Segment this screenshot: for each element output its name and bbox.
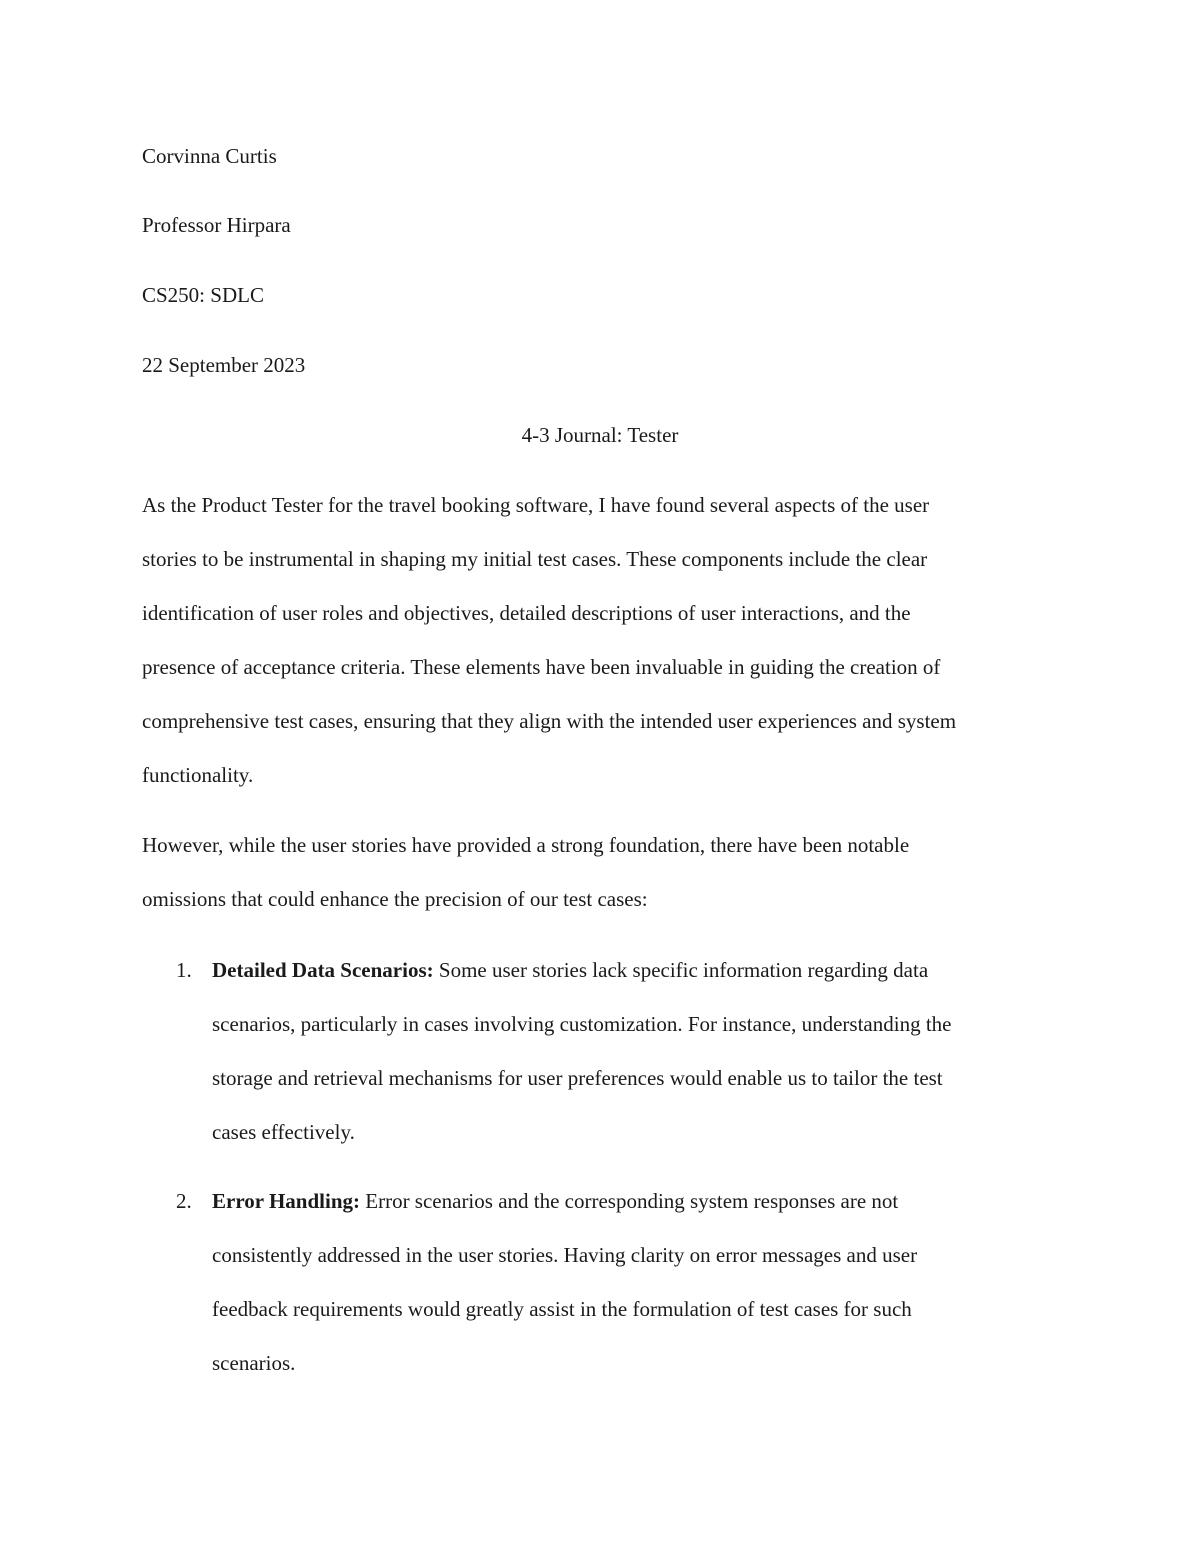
- paragraph-line: functionality.: [142, 763, 254, 787]
- paragraph-line: However, while the user stories have provided a strong foundation, there have been notable: [142, 833, 910, 857]
- list-first-line-text: Error scenarios and the corresponding system responses are not: [360, 1189, 899, 1213]
- date: 22 September 2023: [142, 353, 306, 377]
- list-line: feedback requirements would greatly assist in the formulation of test cases for such: [212, 1297, 912, 1321]
- paragraph-line: comprehensive test cases, ensuring that they align with the intended user experiences and system: [142, 709, 957, 733]
- list-number: 1.: [176, 958, 192, 982]
- student-name: Corvinna Curtis: [142, 144, 277, 168]
- list-number: 2.: [176, 1189, 192, 1213]
- professor-name: Professor Hirpara: [142, 213, 291, 237]
- list-line: cases effectively.: [212, 1120, 355, 1144]
- list-line: storage and retrieval mechanisms for user preferences would enable us to tailor the test: [212, 1066, 943, 1090]
- paragraph-line: omissions that could enhance the precision of our test cases:: [142, 887, 648, 911]
- list-first-line: [212, 956, 928, 984]
- course-name: CS250: SDLC: [142, 283, 264, 307]
- document-title: 4-3 Journal: Tester: [521, 423, 679, 447]
- paragraph-line: stories to be instrumental in shaping my initial test cases. These components include the clear: [142, 547, 928, 571]
- list-line: scenarios, particularly in cases involving customization. For instance, understanding the: [212, 1012, 952, 1036]
- list-first-line: [212, 1187, 898, 1215]
- paragraph-line: identification of user roles and objectives, detailed descriptions of user interactions, and the: [142, 601, 911, 625]
- paragraph-line: presence of acceptance criteria. These elements have been invaluable in guiding the creation of: [142, 655, 941, 679]
- paragraph-line: As the Product Tester for the travel booking software, I have found several aspects of the user: [142, 493, 930, 517]
- list-heading: Error Handling:: [212, 1189, 360, 1213]
- list-first-line-text: Some user stories lack specific information regarding data: [433, 958, 929, 982]
- list-heading: Detailed Data Scenarios:: [212, 958, 434, 982]
- list-line: consistently addressed in the user stories. Having clarity on error messages and user: [212, 1243, 918, 1267]
- list-line: scenarios.: [212, 1351, 296, 1375]
